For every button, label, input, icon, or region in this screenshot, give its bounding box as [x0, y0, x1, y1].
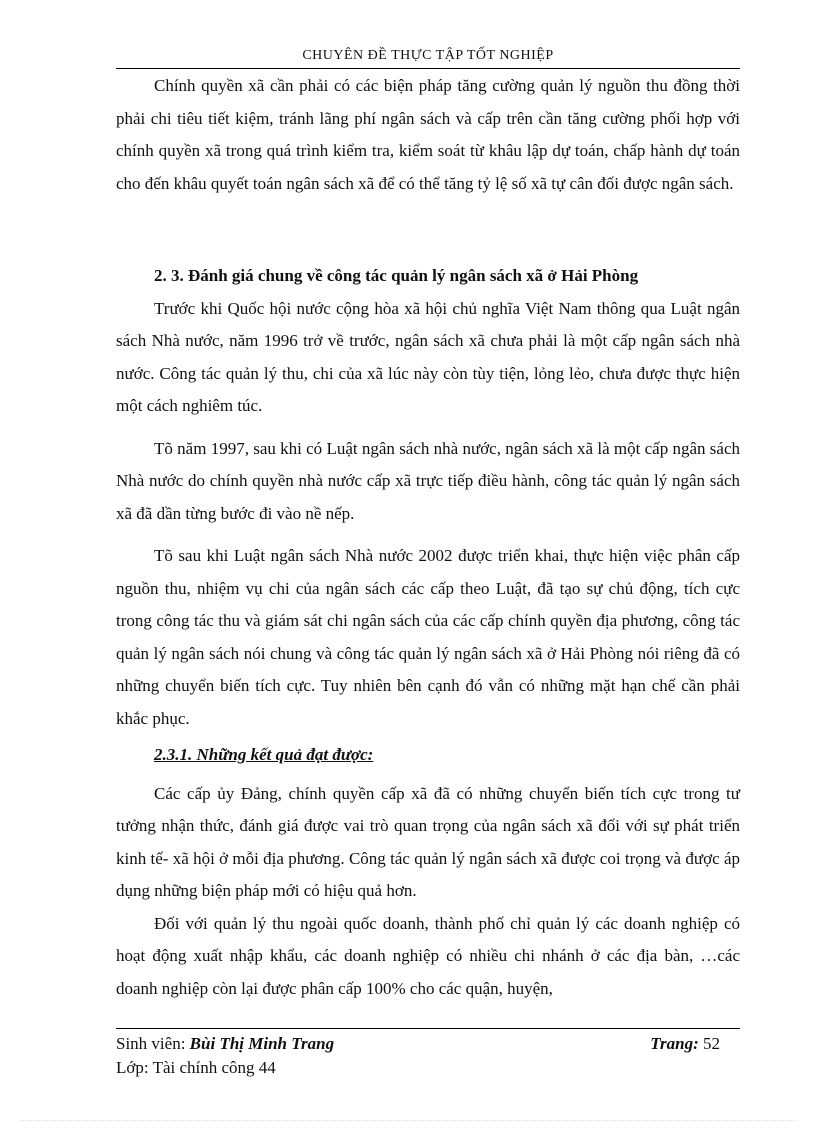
paragraph: Chính quyền xã cần phải có các biện pháp tăng cường quản lý nguồn thu đồng thời phải chi tiêu tiết kiệm, tránh lãng phí ngân sách và cấp trên cần tăng cường phối hợp với chính quyền xã trong quá trình kiểm tra, kiểm soát từ khâu lập dự toán, chấp hành dự toán cho đến khâu quyết toán ngân sách xã để có thể tăng tỷ lệ số xã tự cân đối được ngân sách. — [116, 76, 740, 193]
page-header: CHUYÊN ĐỀ THỰC TẬP TỐT NGHIỆP — [302, 48, 554, 63]
footer-row-student — [116, 1032, 720, 1056]
section-heading: 2. 3. Đánh giá chung về công tác quản lý ngân sách xã ở Hải Phòng — [154, 266, 639, 285]
paragraph: Tõ năm 1997, sau khi có Luật ngân sách nhà nước, ngân sách xã là một cấp ngân sách Nhà nước do chính quyền nhà nước cấp xã trực tiếp điều hành, công tác quản lý ngân sách xã đã dần từng bước đi vào nề nếp. — [116, 438, 740, 523]
page-footer — [116, 1032, 720, 1080]
header-divider — [116, 68, 740, 69]
document-body — [116, 70, 740, 1005]
paragraph: Trước khi Quốc hội nước cộng hòa xã hội chủ nghĩa Việt Nam thông qua Luật ngân sách Nhà nước, năm 1996 trở về trước, ngân sách xã chưa phải là một cấp ngân sách nhà nước. Công tác quản lý thu, chi của xã lúc này còn tùy tiện, lỏng lẻo, chưa được thực hiện một cách nghiêm túc. — [116, 298, 740, 415]
page-edge-dots — [20, 1120, 796, 1121]
student-info — [116, 1032, 334, 1056]
paragraph: Các cấp ủy Đảng, chính quyền cấp xã đã có những chuyển biến tích cực trong tư tưởng nhận thức, đánh giá được vai trò quan trọng của ngân sách xã đối với sự phát triển kinh tế- xã hội ở mỗi địa phương. Công tác quản lý ngân sách xã được coi trọng và được áp dụng những biện pháp mới có hiệu quả hơn. — [116, 783, 740, 900]
subsection-heading: 2.3.1. Những kết quả đạt được: — [154, 745, 374, 764]
page-info — [650, 1032, 720, 1056]
class-value: Tài chính công 44 — [152, 1058, 276, 1077]
spacer — [116, 200, 740, 260]
student-name: Bùi Thị Minh Trang — [189, 1034, 335, 1053]
footer-divider — [116, 1028, 740, 1029]
footer-row-class — [116, 1056, 720, 1080]
class-label: Lớp: — [116, 1058, 149, 1077]
student-label: Sinh viên: — [116, 1034, 186, 1053]
page-label: Trang: — [650, 1034, 699, 1053]
paragraph: Đối với quản lý thu ngoài quốc doanh, thành phố chỉ quản lý các doanh nghiệp có hoạt động xuất nhập khẩu, các doanh nghiệp có nhiều chi nhánh ở các địa bàn, …các doanh nghiệp còn lại được phân cấp 100% cho các quận, huyện, — [116, 913, 740, 998]
page-number: 52 — [703, 1034, 720, 1053]
class-info — [116, 1056, 276, 1080]
paragraph: Tõ sau khi Luật ngân sách Nhà nước 2002 được triển khai, thực hiện việc phân cấp nguồn thu, nhiệm vụ chi của ngân sách các cấp theo Luật, đã tạo sự chủ động, tích cực trong công tác thu và giám sát chi ngân sách của các cấp chính quyền địa phương, công tác quản lý ngân sách nói chung và công tác quản lý ngân sách xã ở Hải Phòng nói riêng đã có những chuyển biến tích cực. Tuy nhiên bên cạnh đó vẫn có những mặt hạn chế cần phải khắc phục. — [116, 546, 740, 728]
